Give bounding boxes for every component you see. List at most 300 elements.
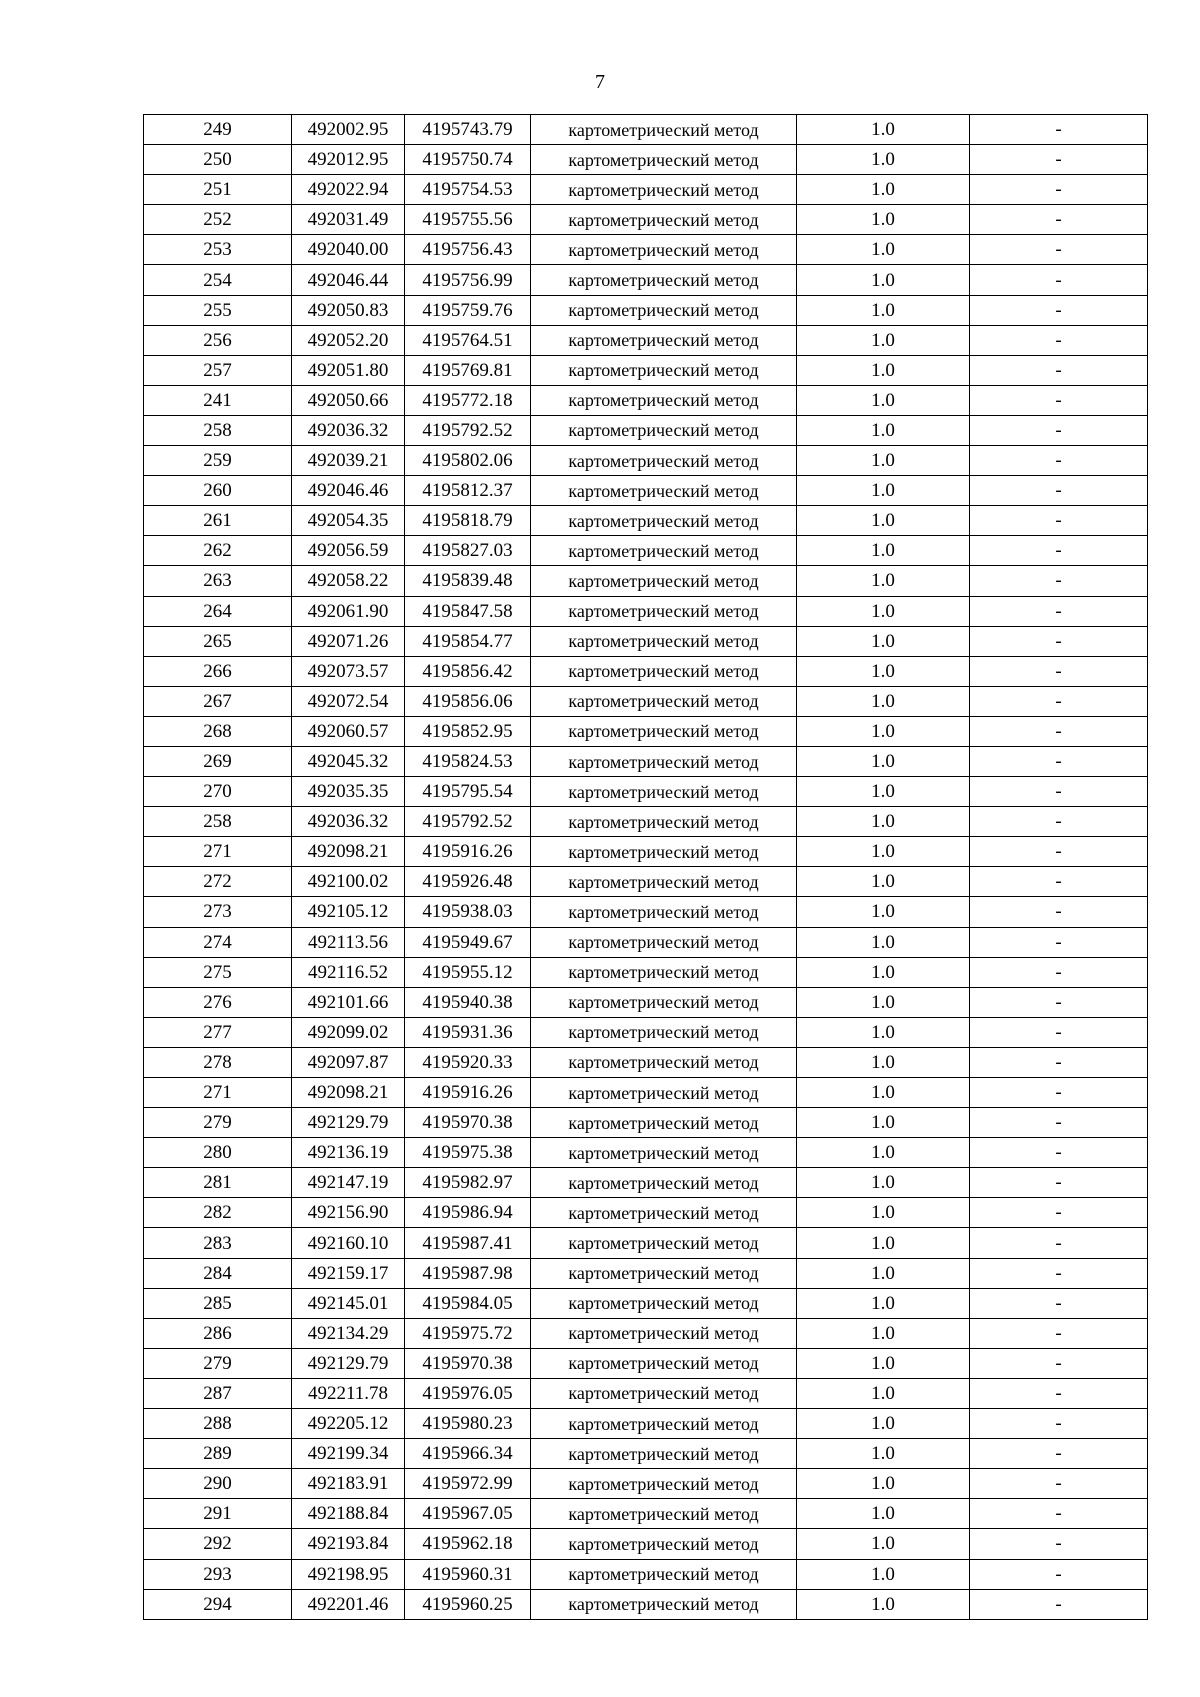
point-number-cell: 284 <box>144 1258 292 1288</box>
y-coordinate-cell: 4195940.38 <box>405 987 531 1017</box>
table-row <box>144 385 1148 415</box>
accuracy-cell: 1.0 <box>797 1318 970 1348</box>
method-cell: картометрический метод <box>531 295 797 325</box>
note-cell: - <box>970 1047 1148 1077</box>
point-number-cell: 291 <box>144 1499 292 1529</box>
note-cell: - <box>970 626 1148 656</box>
y-coordinate-cell: 4195960.31 <box>405 1559 531 1589</box>
accuracy-cell: 1.0 <box>797 1409 970 1439</box>
y-coordinate-cell: 4195754.53 <box>405 175 531 205</box>
y-coordinate-cell: 4195759.76 <box>405 295 531 325</box>
x-coordinate-cell: 492160.10 <box>292 1228 405 1258</box>
point-number-cell: 264 <box>144 596 292 626</box>
note-cell: - <box>970 1559 1148 1589</box>
y-coordinate-cell: 4195750.74 <box>405 145 531 175</box>
point-number-cell: 265 <box>144 626 292 656</box>
y-coordinate-cell: 4195847.58 <box>405 596 531 626</box>
accuracy-cell: 1.0 <box>797 807 970 837</box>
note-cell: - <box>970 1409 1148 1439</box>
accuracy-cell: 1.0 <box>797 355 970 385</box>
y-coordinate-cell: 4195802.06 <box>405 446 531 476</box>
method-cell: картометрический метод <box>531 837 797 867</box>
accuracy-cell: 1.0 <box>797 446 970 476</box>
x-coordinate-cell: 492105.12 <box>292 897 405 927</box>
accuracy-cell: 1.0 <box>797 1288 970 1318</box>
point-number-cell: 241 <box>144 385 292 415</box>
point-number-cell: 292 <box>144 1529 292 1559</box>
note-cell: - <box>970 927 1148 957</box>
point-number-cell: 287 <box>144 1378 292 1408</box>
page-number: 7 <box>595 71 605 93</box>
point-number-cell: 285 <box>144 1288 292 1318</box>
method-cell: картометрический метод <box>531 175 797 205</box>
point-number-cell: 278 <box>144 1047 292 1077</box>
method-cell: картометрический метод <box>531 1108 797 1138</box>
y-coordinate-cell: 4195970.38 <box>405 1108 531 1138</box>
note-cell: - <box>970 867 1148 897</box>
point-number-cell: 280 <box>144 1138 292 1168</box>
table-row <box>144 1168 1148 1198</box>
y-coordinate-cell: 4195769.81 <box>405 355 531 385</box>
accuracy-cell: 1.0 <box>797 115 970 145</box>
note-cell: - <box>970 1499 1148 1529</box>
table-row <box>144 1348 1148 1378</box>
accuracy-cell: 1.0 <box>797 656 970 686</box>
table-row <box>144 897 1148 927</box>
x-coordinate-cell: 492116.52 <box>292 957 405 987</box>
method-cell: картометрический метод <box>531 957 797 987</box>
method-cell: картометрический метод <box>531 1589 797 1619</box>
x-coordinate-cell: 492031.49 <box>292 205 405 235</box>
note-cell: - <box>970 716 1148 746</box>
x-coordinate-cell: 492156.90 <box>292 1198 405 1228</box>
accuracy-cell: 1.0 <box>797 1469 970 1499</box>
point-number-cell: 293 <box>144 1559 292 1589</box>
point-number-cell: 274 <box>144 927 292 957</box>
method-cell: картометрический метод <box>531 325 797 355</box>
x-coordinate-cell: 492101.66 <box>292 987 405 1017</box>
table-row <box>144 476 1148 506</box>
y-coordinate-cell: 4195852.95 <box>405 716 531 746</box>
x-coordinate-cell: 492073.57 <box>292 656 405 686</box>
y-coordinate-cell: 4195764.51 <box>405 325 531 355</box>
x-coordinate-cell: 492097.87 <box>292 1047 405 1077</box>
note-cell: - <box>970 746 1148 776</box>
x-coordinate-cell: 492051.80 <box>292 355 405 385</box>
point-number-cell: 289 <box>144 1439 292 1469</box>
point-number-cell: 260 <box>144 476 292 506</box>
accuracy-cell: 1.0 <box>797 506 970 536</box>
accuracy-cell: 1.0 <box>797 837 970 867</box>
table-row <box>144 807 1148 837</box>
table-row <box>144 746 1148 776</box>
method-cell: картометрический метод <box>531 1047 797 1077</box>
accuracy-cell: 1.0 <box>797 1228 970 1258</box>
table-row <box>144 837 1148 867</box>
point-number-cell: 254 <box>144 265 292 295</box>
note-cell: - <box>970 837 1148 867</box>
accuracy-cell: 1.0 <box>797 1348 970 1378</box>
note-cell: - <box>970 536 1148 566</box>
table-row <box>144 927 1148 957</box>
y-coordinate-cell: 4195955.12 <box>405 957 531 987</box>
note-cell: - <box>970 1318 1148 1348</box>
table-row <box>144 596 1148 626</box>
note-cell: - <box>970 355 1148 385</box>
method-cell: картометрический метод <box>531 1198 797 1228</box>
coordinates-table <box>143 114 1148 1620</box>
table-row <box>144 1469 1148 1499</box>
y-coordinate-cell: 4195856.42 <box>405 656 531 686</box>
x-coordinate-cell: 492134.29 <box>292 1318 405 1348</box>
point-number-cell: 263 <box>144 566 292 596</box>
x-coordinate-cell: 492098.21 <box>292 1078 405 1108</box>
point-number-cell: 294 <box>144 1589 292 1619</box>
x-coordinate-cell: 492056.59 <box>292 536 405 566</box>
y-coordinate-cell: 4195827.03 <box>405 536 531 566</box>
accuracy-cell: 1.0 <box>797 385 970 415</box>
point-number-cell: 258 <box>144 415 292 445</box>
x-coordinate-cell: 492193.84 <box>292 1529 405 1559</box>
y-coordinate-cell: 4195949.67 <box>405 927 531 957</box>
point-number-cell: 273 <box>144 897 292 927</box>
accuracy-cell: 1.0 <box>797 626 970 656</box>
table-row <box>144 446 1148 476</box>
y-coordinate-cell: 4195931.36 <box>405 1017 531 1047</box>
method-cell: картометрический метод <box>531 716 797 746</box>
point-number-cell: 270 <box>144 777 292 807</box>
method-cell: картометрический метод <box>531 1348 797 1378</box>
y-coordinate-cell: 4195818.79 <box>405 506 531 536</box>
y-coordinate-cell: 4195795.54 <box>405 777 531 807</box>
x-coordinate-cell: 492046.44 <box>292 265 405 295</box>
y-coordinate-cell: 4195986.94 <box>405 1198 531 1228</box>
y-coordinate-cell: 4195812.37 <box>405 476 531 506</box>
note-cell: - <box>970 325 1148 355</box>
table-row <box>144 1378 1148 1408</box>
point-number-cell: 272 <box>144 867 292 897</box>
method-cell: картометрический метод <box>531 1138 797 1168</box>
point-number-cell: 279 <box>144 1348 292 1378</box>
point-number-cell: 261 <box>144 506 292 536</box>
point-number-cell: 276 <box>144 987 292 1017</box>
y-coordinate-cell: 4195982.97 <box>405 1168 531 1198</box>
y-coordinate-cell: 4195926.48 <box>405 867 531 897</box>
accuracy-cell: 1.0 <box>797 1439 970 1469</box>
method-cell: картометрический метод <box>531 536 797 566</box>
y-coordinate-cell: 4195984.05 <box>405 1288 531 1318</box>
table-row <box>144 1439 1148 1469</box>
note-cell: - <box>970 777 1148 807</box>
point-number-cell: 271 <box>144 837 292 867</box>
note-cell: - <box>970 385 1148 415</box>
accuracy-cell: 1.0 <box>797 1529 970 1559</box>
table-row <box>144 1017 1148 1047</box>
note-cell: - <box>970 1078 1148 1108</box>
method-cell: картометрический метод <box>531 1228 797 1258</box>
x-coordinate-cell: 492045.32 <box>292 746 405 776</box>
table-row <box>144 626 1148 656</box>
y-coordinate-cell: 4195916.26 <box>405 1078 531 1108</box>
note-cell: - <box>970 807 1148 837</box>
method-cell: картометрический метод <box>531 656 797 686</box>
table-row <box>144 115 1148 145</box>
note-cell: - <box>970 476 1148 506</box>
table-row <box>144 205 1148 235</box>
table-row <box>144 175 1148 205</box>
table-row <box>144 1198 1148 1228</box>
y-coordinate-cell: 4195970.38 <box>405 1348 531 1378</box>
x-coordinate-cell: 492205.12 <box>292 1409 405 1439</box>
x-coordinate-cell: 492183.91 <box>292 1469 405 1499</box>
method-cell: картометрический метод <box>531 1258 797 1288</box>
note-cell: - <box>970 1138 1148 1168</box>
note-cell: - <box>970 566 1148 596</box>
x-coordinate-cell: 492039.21 <box>292 446 405 476</box>
x-coordinate-cell: 492159.17 <box>292 1258 405 1288</box>
point-number-cell: 277 <box>144 1017 292 1047</box>
note-cell: - <box>970 957 1148 987</box>
table-row <box>144 506 1148 536</box>
x-coordinate-cell: 492061.90 <box>292 596 405 626</box>
point-number-cell: 282 <box>144 1198 292 1228</box>
point-number-cell: 288 <box>144 1409 292 1439</box>
method-cell: картометрический метод <box>531 1439 797 1469</box>
note-cell: - <box>970 145 1148 175</box>
y-coordinate-cell: 4195920.33 <box>405 1047 531 1077</box>
note-cell: - <box>970 656 1148 686</box>
method-cell: картометрический метод <box>531 115 797 145</box>
y-coordinate-cell: 4195839.48 <box>405 566 531 596</box>
note-cell: - <box>970 235 1148 265</box>
y-coordinate-cell: 4195916.26 <box>405 837 531 867</box>
x-coordinate-cell: 492040.00 <box>292 235 405 265</box>
point-number-cell: 252 <box>144 205 292 235</box>
accuracy-cell: 1.0 <box>797 716 970 746</box>
method-cell: картометрический метод <box>531 476 797 506</box>
y-coordinate-cell: 4195960.25 <box>405 1589 531 1619</box>
y-coordinate-cell: 4195756.99 <box>405 265 531 295</box>
table-row <box>144 235 1148 265</box>
method-cell: картометрический метод <box>531 1409 797 1439</box>
method-cell: картометрический метод <box>531 415 797 445</box>
point-number-cell: 283 <box>144 1228 292 1258</box>
accuracy-cell: 1.0 <box>797 1078 970 1108</box>
note-cell: - <box>970 506 1148 536</box>
point-number-cell: 250 <box>144 145 292 175</box>
method-cell: картометрический метод <box>531 596 797 626</box>
x-coordinate-cell: 492022.94 <box>292 175 405 205</box>
point-number-cell: 269 <box>144 746 292 776</box>
note-cell: - <box>970 596 1148 626</box>
note-cell: - <box>970 1378 1148 1408</box>
x-coordinate-cell: 492113.56 <box>292 927 405 957</box>
point-number-cell: 279 <box>144 1108 292 1138</box>
note-cell: - <box>970 1529 1148 1559</box>
table-row <box>144 1409 1148 1439</box>
accuracy-cell: 1.0 <box>797 1559 970 1589</box>
table-row <box>144 1529 1148 1559</box>
method-cell: картометрический метод <box>531 867 797 897</box>
table-row <box>144 566 1148 596</box>
point-number-cell: 255 <box>144 295 292 325</box>
x-coordinate-cell: 492201.46 <box>292 1589 405 1619</box>
method-cell: картометрический метод <box>531 897 797 927</box>
x-coordinate-cell: 492145.01 <box>292 1288 405 1318</box>
point-number-cell: 286 <box>144 1318 292 1348</box>
x-coordinate-cell: 492050.66 <box>292 385 405 415</box>
y-coordinate-cell: 4195962.18 <box>405 1529 531 1559</box>
point-number-cell: 268 <box>144 716 292 746</box>
method-cell: картометрический метод <box>531 265 797 295</box>
method-cell: картометрический метод <box>531 1078 797 1108</box>
table-row <box>144 1228 1148 1258</box>
y-coordinate-cell: 4195967.05 <box>405 1499 531 1529</box>
table-row <box>144 716 1148 746</box>
note-cell: - <box>970 446 1148 476</box>
accuracy-cell: 1.0 <box>797 1198 970 1228</box>
x-coordinate-cell: 492012.95 <box>292 145 405 175</box>
accuracy-cell: 1.0 <box>797 1168 970 1198</box>
note-cell: - <box>970 897 1148 927</box>
table-row <box>144 1047 1148 1077</box>
accuracy-cell: 1.0 <box>797 987 970 1017</box>
point-number-cell: 251 <box>144 175 292 205</box>
table-row <box>144 1258 1148 1288</box>
y-coordinate-cell: 4195755.56 <box>405 205 531 235</box>
method-cell: картометрический метод <box>531 355 797 385</box>
method-cell: картометрический метод <box>531 385 797 415</box>
accuracy-cell: 1.0 <box>797 957 970 987</box>
x-coordinate-cell: 492036.32 <box>292 415 405 445</box>
accuracy-cell: 1.0 <box>797 1499 970 1529</box>
table-row <box>144 1559 1148 1589</box>
accuracy-cell: 1.0 <box>797 746 970 776</box>
accuracy-cell: 1.0 <box>797 1589 970 1619</box>
note-cell: - <box>970 1198 1148 1228</box>
accuracy-cell: 1.0 <box>797 1258 970 1288</box>
x-coordinate-cell: 492129.79 <box>292 1348 405 1378</box>
x-coordinate-cell: 492198.95 <box>292 1559 405 1589</box>
method-cell: картометрический метод <box>531 1529 797 1559</box>
point-number-cell: 275 <box>144 957 292 987</box>
note-cell: - <box>970 265 1148 295</box>
x-coordinate-cell: 492188.84 <box>292 1499 405 1529</box>
point-number-cell: 249 <box>144 115 292 145</box>
method-cell: картометрический метод <box>531 686 797 716</box>
method-cell: картометрический метод <box>531 987 797 1017</box>
table-row <box>144 656 1148 686</box>
note-cell: - <box>970 1439 1148 1469</box>
x-coordinate-cell: 492071.26 <box>292 626 405 656</box>
y-coordinate-cell: 4195854.77 <box>405 626 531 656</box>
accuracy-cell: 1.0 <box>797 235 970 265</box>
accuracy-cell: 1.0 <box>797 596 970 626</box>
table-row <box>144 1589 1148 1619</box>
accuracy-cell: 1.0 <box>797 265 970 295</box>
x-coordinate-cell: 492036.32 <box>292 807 405 837</box>
table-row <box>144 1138 1148 1168</box>
table-row <box>144 777 1148 807</box>
y-coordinate-cell: 4195792.52 <box>405 415 531 445</box>
method-cell: картометрический метод <box>531 1318 797 1348</box>
method-cell: картометрический метод <box>531 446 797 476</box>
y-coordinate-cell: 4195980.23 <box>405 1409 531 1439</box>
y-coordinate-cell: 4195772.18 <box>405 385 531 415</box>
x-coordinate-cell: 492099.02 <box>292 1017 405 1047</box>
point-number-cell: 271 <box>144 1078 292 1108</box>
y-coordinate-cell: 4195856.06 <box>405 686 531 716</box>
accuracy-cell: 1.0 <box>797 295 970 325</box>
y-coordinate-cell: 4195756.43 <box>405 235 531 265</box>
x-coordinate-cell: 492147.19 <box>292 1168 405 1198</box>
x-coordinate-cell: 492098.21 <box>292 837 405 867</box>
note-cell: - <box>970 415 1148 445</box>
accuracy-cell: 1.0 <box>797 927 970 957</box>
note-cell: - <box>970 1589 1148 1619</box>
table-row <box>144 355 1148 385</box>
accuracy-cell: 1.0 <box>797 536 970 566</box>
x-coordinate-cell: 492002.95 <box>292 115 405 145</box>
accuracy-cell: 1.0 <box>797 476 970 506</box>
accuracy-cell: 1.0 <box>797 1138 970 1168</box>
x-coordinate-cell: 492136.19 <box>292 1138 405 1168</box>
table-row <box>144 295 1148 325</box>
x-coordinate-cell: 492050.83 <box>292 295 405 325</box>
method-cell: картометрический метод <box>531 626 797 656</box>
method-cell: картометрический метод <box>531 777 797 807</box>
table-row <box>144 1078 1148 1108</box>
point-number-cell: 267 <box>144 686 292 716</box>
note-cell: - <box>970 295 1148 325</box>
note-cell: - <box>970 1288 1148 1318</box>
y-coordinate-cell: 4195792.52 <box>405 807 531 837</box>
note-cell: - <box>970 1108 1148 1138</box>
point-number-cell: 253 <box>144 235 292 265</box>
accuracy-cell: 1.0 <box>797 145 970 175</box>
x-coordinate-cell: 492072.54 <box>292 686 405 716</box>
method-cell: картометрический метод <box>531 1378 797 1408</box>
method-cell: картометрический метод <box>531 1017 797 1047</box>
table-row <box>144 536 1148 566</box>
method-cell: картометрический метод <box>531 746 797 776</box>
point-number-cell: 257 <box>144 355 292 385</box>
accuracy-cell: 1.0 <box>797 1378 970 1408</box>
y-coordinate-cell: 4195966.34 <box>405 1439 531 1469</box>
note-cell: - <box>970 205 1148 235</box>
note-cell: - <box>970 686 1148 716</box>
x-coordinate-cell: 492058.22 <box>292 566 405 596</box>
x-coordinate-cell: 492052.20 <box>292 325 405 355</box>
method-cell: картометрический метод <box>531 1499 797 1529</box>
accuracy-cell: 1.0 <box>797 1108 970 1138</box>
accuracy-cell: 1.0 <box>797 175 970 205</box>
table-row <box>144 957 1148 987</box>
accuracy-cell: 1.0 <box>797 325 970 355</box>
method-cell: картометрический метод <box>531 205 797 235</box>
accuracy-cell: 1.0 <box>797 566 970 596</box>
method-cell: картометрический метод <box>531 566 797 596</box>
y-coordinate-cell: 4195975.72 <box>405 1318 531 1348</box>
note-cell: - <box>970 1258 1148 1288</box>
method-cell: картометрический метод <box>531 1559 797 1589</box>
accuracy-cell: 1.0 <box>797 777 970 807</box>
table-row <box>144 265 1148 295</box>
x-coordinate-cell: 492060.57 <box>292 716 405 746</box>
x-coordinate-cell: 492046.46 <box>292 476 405 506</box>
method-cell: картометрический метод <box>531 1469 797 1499</box>
table-row <box>144 987 1148 1017</box>
